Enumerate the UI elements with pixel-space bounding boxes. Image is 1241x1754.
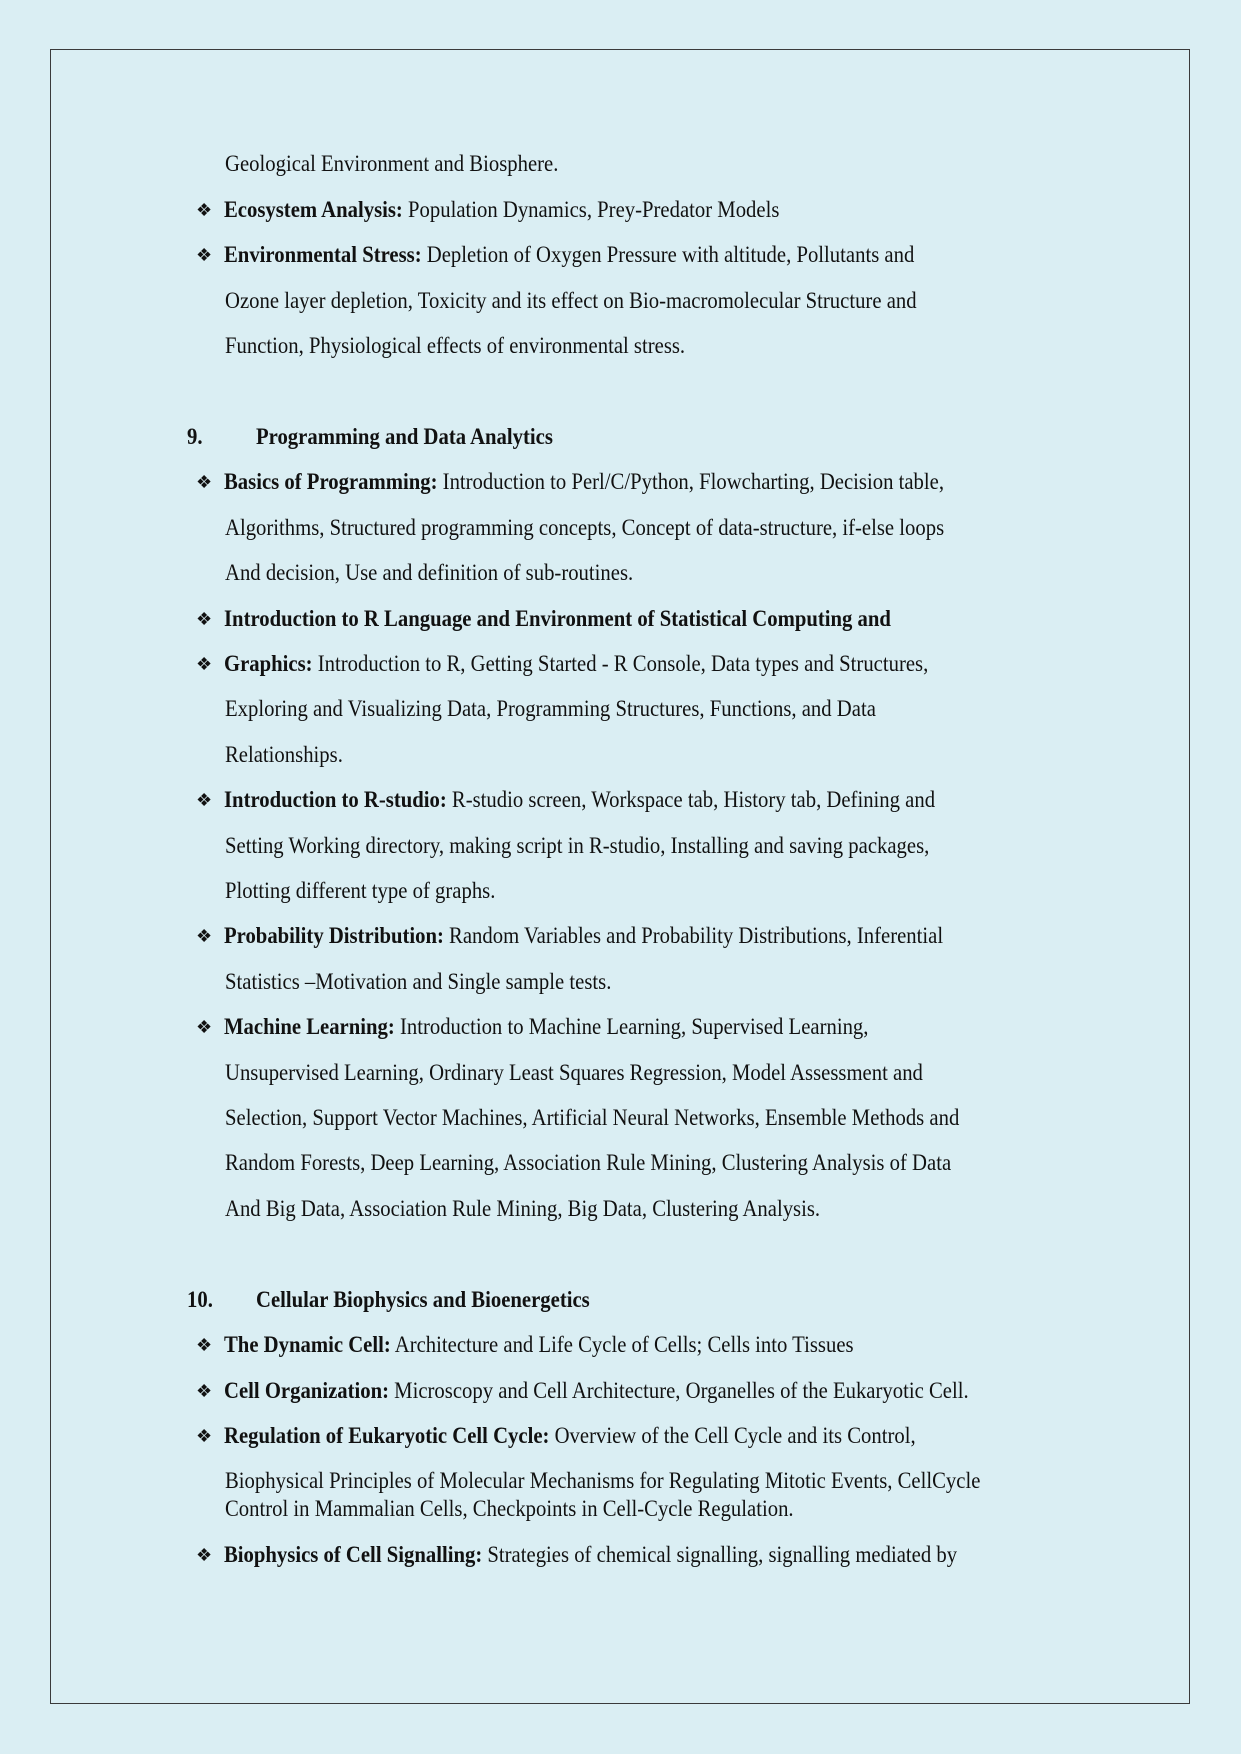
bullet-icon: ❖ (196, 245, 213, 265)
item-text-continued: Statistics –Motivation and Single sample tests. (225, 969, 612, 994)
item-text-continued: Algorithms, Structured programming concepts, Concept of data-structure, if-else loops (225, 515, 945, 540)
list-item-machine-learning (224, 1013, 868, 1041)
item-text: Microscopy and Cell Architecture, Organelles of the Eukaryotic Cell. (389, 1378, 969, 1403)
item-text-continued: Setting Working directory, making script in R-studio, Installing and saving packages, (225, 833, 930, 858)
bullet-icon: ❖ (196, 1335, 213, 1355)
item-term: Probability Distribution: (224, 923, 444, 948)
item-text-continued: Plotting different type of graphs. (225, 878, 496, 903)
bullet-icon: ❖ (196, 1017, 213, 1037)
list-item-ecosystem-analysis (224, 196, 779, 224)
bullet-icon: ❖ (196, 200, 213, 220)
list-item-dynamic-cell (224, 1331, 854, 1359)
item-text-continued: Ozone layer depletion, Toxicity and its effect on Bio-macromolecular Structure and (225, 288, 917, 313)
list-item-intro-r-language (224, 605, 891, 633)
item-text-continued: Random Forests, Deep Learning, Association Rule Mining, Clustering Analysis of Data (225, 1150, 952, 1175)
item-text: Strategies of chemical signalling, signalling mediated by (482, 1542, 958, 1567)
item-text: Depletion of Oxygen Pressure with altitude, Pollutants and (421, 242, 915, 267)
bullet-icon: ❖ (196, 654, 213, 674)
item-text-continued: Control in Mammalian Cells, Checkpoints in Cell-Cycle Regulation. (225, 1496, 794, 1521)
bullet-icon: ❖ (196, 1381, 213, 1401)
list-item-intro-r-studio (224, 786, 935, 814)
item-term: Regulation of Eukaryotic Cell Cycle: (224, 1423, 550, 1448)
item-text: Population Dynamics, Prey-Predator Models (402, 197, 780, 222)
item-text: Overview of the Cell Cycle and its Control, (549, 1423, 916, 1448)
item-text-continued: And Big Data, Association Rule Mining, Big Data, Clustering Analysis. (225, 1196, 821, 1221)
bullet-icon: ❖ (196, 1545, 213, 1565)
item-term: Introduction to R Language and Environment of Statistical Computing and (224, 606, 891, 631)
list-item-graphics (224, 650, 928, 678)
item-text-continued: Function, Physiological effects of environmental stress. (225, 333, 686, 358)
list-item-cell-organization (224, 1377, 969, 1405)
list-item-basics-of-programming (224, 468, 944, 496)
item-text: Introduction to Machine Learning, Supervised Learning, (394, 1014, 869, 1039)
bullet-icon: ❖ (196, 790, 213, 810)
item-text: Random Variables and Probability Distributions, Inferential (443, 923, 944, 948)
continuation-text: Geological Environment and Biosphere. (225, 151, 559, 176)
section-10-number: 10. (187, 1287, 213, 1312)
list-item-environmental-stress (224, 241, 914, 269)
list-item-cell-cycle-regulation (224, 1422, 916, 1450)
item-term: Biophysics of Cell Signalling: (224, 1542, 483, 1567)
item-term: Introduction to R-studio: (224, 787, 447, 812)
bullet-icon: ❖ (196, 926, 213, 946)
item-text: R-studio screen, Workspace tab, History tab, Defining and (446, 787, 936, 812)
item-text-continued: Selection, Support Vector Machines, Artificial Neural Networks, Ensemble Methods and (225, 1105, 960, 1130)
item-text-continued: And decision, Use and definition of sub-routines. (225, 560, 634, 585)
item-term: The Dynamic Cell: (224, 1332, 391, 1357)
list-item-cell-signalling (224, 1541, 957, 1569)
bullet-icon: ❖ (196, 609, 213, 629)
item-text: Architecture and Life Cycle of Cells; Cells into Tissues (390, 1332, 854, 1357)
item-text-continued: Unsupervised Learning, Ordinary Least Squares Regression, Model Assessment and (225, 1060, 923, 1085)
bullet-icon: ❖ (196, 1426, 213, 1446)
item-term: Environmental Stress: (224, 242, 422, 267)
item-text-continued: Relationships. (225, 742, 343, 767)
list-item-probability-distribution (224, 922, 943, 950)
item-term: Graphics: (224, 651, 313, 676)
section-10-title: Cellular Biophysics and Bioenergetics (256, 1287, 590, 1312)
item-term: Machine Learning: (224, 1014, 395, 1039)
section-9-number: 9. (187, 424, 203, 449)
section-9-title: Programming and Data Analytics (256, 424, 553, 449)
item-term: Basics of Programming: (224, 469, 438, 494)
item-text-continued: Biophysical Principles of Molecular Mechanisms for Regulating Mitotic Events, CellCycle (225, 1468, 981, 1493)
bullet-icon: ❖ (196, 472, 213, 492)
item-term: Cell Organization: (224, 1378, 390, 1403)
item-text: Introduction to Perl/C/Python, Flowcharting, Decision table, (437, 469, 945, 494)
item-text: Introduction to R, Getting Started - R Console, Data types and Structures, (312, 651, 929, 676)
item-text-continued: Exploring and Visualizing Data, Programming Structures, Functions, and Data (225, 696, 876, 721)
item-term: Ecosystem Analysis: (224, 197, 403, 222)
